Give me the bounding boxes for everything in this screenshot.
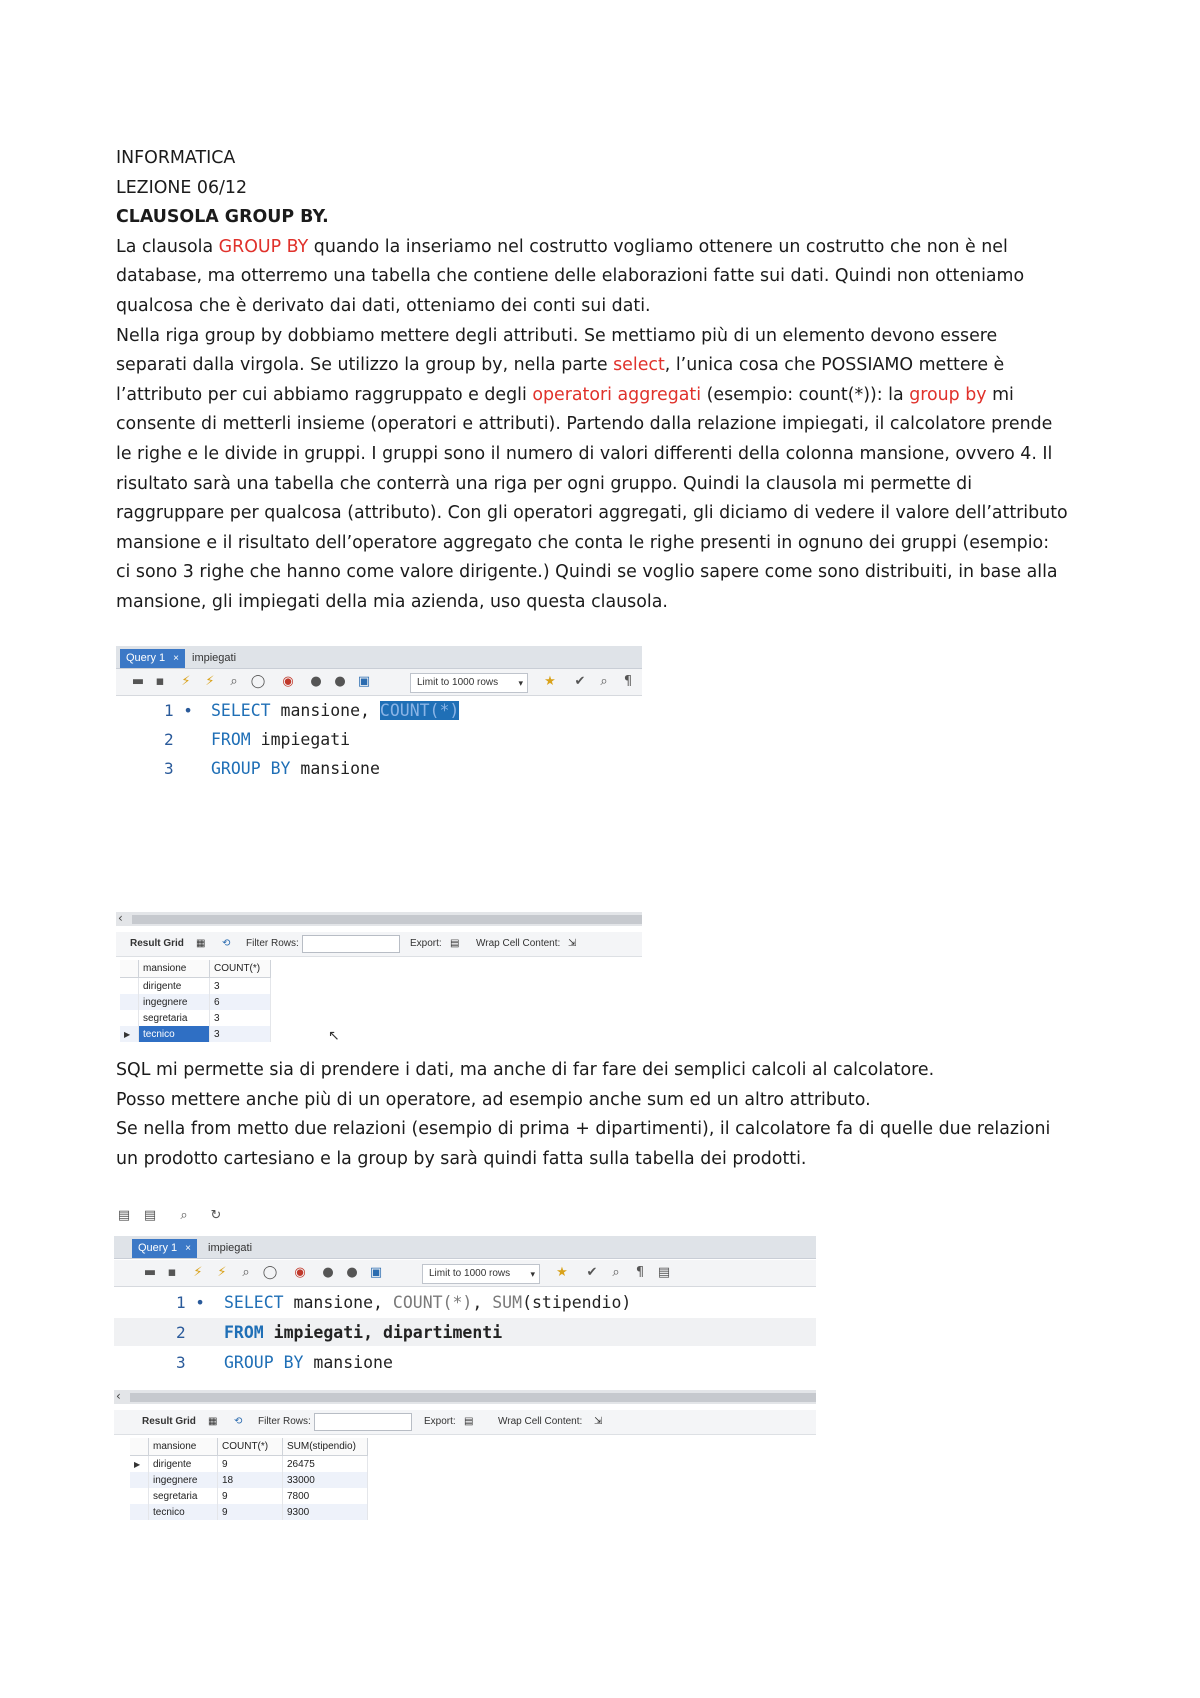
refresh-icon[interactable]: ⟲ xyxy=(222,938,231,949)
row-marker-header xyxy=(120,960,139,978)
column-header[interactable]: COUNT(*) xyxy=(210,960,271,978)
folder-icon[interactable]: ▬ xyxy=(143,1265,157,1280)
wrap-cell-icon[interactable]: ⇲ xyxy=(568,938,577,949)
text-run: La clausola xyxy=(116,236,219,257)
filter-rows-label: Filter Rows: xyxy=(258,1416,311,1427)
explain-icon[interactable]: ⌕ xyxy=(242,1265,250,1280)
table-cell[interactable]: 26475 xyxy=(283,1456,368,1473)
code-token: mansione xyxy=(303,1353,393,1372)
refresh-icon[interactable]: ⟲ xyxy=(234,1416,243,1427)
row-marker xyxy=(120,978,139,995)
table-row[interactable] xyxy=(130,1504,368,1520)
table-row[interactable] xyxy=(120,994,271,1010)
paragraph-line: risultato sarà una tabella che conterrà una riga per ogni gruppo. Quindi la clausola mi permette di xyxy=(116,473,973,494)
find-icon[interactable]: ⌕ xyxy=(600,674,608,689)
code-line-2 xyxy=(211,730,350,749)
code-function: COUNT(*) xyxy=(392,1293,473,1312)
limit-rows-select[interactable] xyxy=(422,1264,540,1284)
paragraph-line: le righe e le divide in gruppi. I gruppi sono il numero di valori differenti della colonna mansione, ovvero 4. Il xyxy=(116,443,1053,464)
toggle-icon[interactable]: ◉ xyxy=(294,1265,306,1280)
result-grid-toolbar xyxy=(116,932,642,957)
result-grid-label[interactable]: Result Grid xyxy=(130,938,184,949)
bookmark-icon[interactable]: ✔ xyxy=(586,1265,598,1280)
table-cell[interactable]: 3 xyxy=(210,978,271,995)
scrollbar-thumb[interactable] xyxy=(132,915,642,924)
highlight-text: operatori aggregati xyxy=(532,384,702,405)
table-cell[interactable]: tecnico xyxy=(149,1504,218,1520)
filter-rows-label: Filter Rows: xyxy=(246,938,299,949)
table-row[interactable] xyxy=(120,1010,271,1026)
line-number: 3 xyxy=(176,1353,186,1372)
sql-keyword: FROM xyxy=(211,730,251,749)
export-icon[interactable]: ▤ xyxy=(450,938,460,949)
code-token: mansione, xyxy=(283,1293,393,1312)
code-token: mansione, xyxy=(270,701,380,720)
current-row-icon: ▶ xyxy=(120,1026,139,1042)
close-icon[interactable]: × xyxy=(185,1243,191,1254)
table-row[interactable] xyxy=(120,978,271,995)
rollback-icon[interactable]: ● xyxy=(334,674,346,689)
paragraph-line: ci sono 3 righe che hanno come valore dirigente.) Quindi se voglio sapere come sono distribuiti, in base alla xyxy=(116,562,1058,583)
paragraph-line: Posso mettere anche più di un operatore, ad esempio anche sum ed un altro attributo. xyxy=(116,1089,871,1110)
code-token: impiegati xyxy=(250,730,351,749)
tab-impiegati[interactable]: impiegati xyxy=(208,1242,253,1254)
row-marker xyxy=(130,1472,149,1488)
row-marker-header xyxy=(130,1438,149,1456)
save-icon[interactable]: ▪ xyxy=(155,674,165,689)
table-cell[interactable]: 9300 xyxy=(283,1504,368,1520)
result-grid-toolbar xyxy=(114,1410,816,1435)
chevron-left-icon[interactable]: ‹ xyxy=(116,1389,121,1403)
result-grid-2[interactable] xyxy=(130,1438,368,1520)
selected-function: COUNT(*) xyxy=(379,701,460,720)
limit-label: Limit to 1000 rows xyxy=(417,677,499,688)
paragraph-line: database, ma otterremo una tabella che contiene delle elaborazioni fatte sui dati. Quindi non otteniamo xyxy=(116,266,1025,287)
code-line-1 xyxy=(211,701,459,720)
close-icon[interactable]: × xyxy=(173,653,179,664)
code-token: (stipendio) xyxy=(522,1293,632,1312)
chevron-down-icon: ▾ xyxy=(530,1269,535,1279)
code-function: SUM xyxy=(492,1293,523,1312)
execute-current-icon[interactable]: ⚡ xyxy=(217,1265,227,1280)
table-cell[interactable]: segretaria xyxy=(149,1488,218,1504)
wrap-cell-icon[interactable]: ⇲ xyxy=(594,1416,603,1427)
tab-label: Query 1 xyxy=(138,1242,178,1254)
beautify-icon[interactable]: ★ xyxy=(556,1265,568,1280)
table-cell[interactable]: ingegnere xyxy=(139,994,210,1010)
wrap-icon[interactable]: ¶ xyxy=(623,674,633,689)
sql-keyword: GROUP xyxy=(224,1353,274,1372)
text-run: separati dalla virgola. Se utilizzo la group by, nella parte xyxy=(116,355,614,376)
commit-icon[interactable]: ● xyxy=(310,674,322,689)
chevron-left-icon[interactable]: ‹ xyxy=(118,911,123,925)
row-marker xyxy=(130,1504,149,1520)
result-grid-1[interactable] xyxy=(120,960,271,1042)
table-row[interactable] xyxy=(130,1488,368,1504)
paragraph-line: consente di metterli insieme (operatori e attributi). Partendo dalla relazione impiegati, il calcolatore prende xyxy=(116,414,1053,435)
sql-keyword: SELECT xyxy=(224,1293,284,1312)
wrap-cell-label: Wrap Cell Content: xyxy=(498,1416,583,1427)
table-row-selected[interactable] xyxy=(120,1026,271,1042)
rollback-icon[interactable]: ● xyxy=(346,1265,358,1280)
table-cell[interactable]: ingegnere xyxy=(149,1472,218,1488)
execute-icon[interactable]: ⚡ xyxy=(181,674,191,689)
table-cell[interactable]: tecnico xyxy=(139,1026,210,1042)
section-title: CLAUSOLA GROUP BY. xyxy=(116,207,329,228)
text-run: quando la inseriamo nel costrutto vogliamo ottenere un costrutto che non è nel xyxy=(308,236,1008,257)
limit-label: Limit to 1000 rows xyxy=(429,1268,511,1279)
editor-toolbar xyxy=(116,669,642,696)
code-line-3 xyxy=(211,759,380,778)
table-row[interactable] xyxy=(130,1456,368,1473)
column-header[interactable]: mansione xyxy=(149,1438,218,1456)
line-number: 2 xyxy=(164,730,174,749)
highlight-text: group by xyxy=(909,384,987,405)
format-icon[interactable]: ▤ xyxy=(657,1265,671,1280)
stop-icon[interactable]: ◯ xyxy=(262,1265,278,1280)
paragraph-line xyxy=(116,381,1101,411)
paragraph-calculations xyxy=(116,1056,1101,1174)
execute-icon[interactable]: ⚡ xyxy=(193,1265,203,1280)
text-run: mi xyxy=(986,384,1014,405)
subject-heading: INFORMATICA xyxy=(116,148,236,168)
row-marker xyxy=(130,1488,149,1504)
table-cell[interactable]: segretaria xyxy=(139,1010,210,1026)
line-number: 2 xyxy=(176,1323,186,1342)
reconnect-icon[interactable]: ↻ xyxy=(210,1208,222,1223)
table-row[interactable] xyxy=(130,1472,368,1488)
tab-query-1[interactable] xyxy=(120,649,185,668)
beautify-icon[interactable]: ★ xyxy=(544,674,556,689)
table-cell[interactable]: 18 xyxy=(218,1472,283,1488)
query-tab-bar xyxy=(116,646,642,669)
result-grid-label[interactable]: Result Grid xyxy=(142,1416,196,1427)
filter-rows-input[interactable] xyxy=(314,1413,412,1431)
paragraph-line: raggruppare per qualcosa (attributo). Con gli operatori aggregati, gli diciamo di vedere il valore dell’attributo xyxy=(116,503,1068,524)
export-label: Export: xyxy=(424,1416,456,1427)
code-line-2 xyxy=(224,1323,502,1342)
table-cell[interactable]: 3 xyxy=(210,1026,271,1042)
find-icon[interactable]: ⌕ xyxy=(612,1265,620,1280)
wrap-cell-label: Wrap Cell Content: xyxy=(476,938,561,949)
code-token: , xyxy=(472,1293,493,1312)
text-run: l’attributo per cui abbiamo raggruppato e degli xyxy=(116,384,533,405)
paragraph-intro xyxy=(116,233,1101,322)
line-number: 1 • xyxy=(164,701,193,720)
column-header[interactable]: COUNT(*) xyxy=(218,1438,283,1456)
paragraph-line xyxy=(116,351,1101,381)
paragraph-line: mansione e il risultato dell’operatore aggregato che conta le righe presenti in ognuno dei gruppi (esempio: xyxy=(116,532,1050,553)
inspect-icon[interactable]: ⌕ xyxy=(180,1208,188,1223)
chevron-down-icon: ▾ xyxy=(518,678,523,688)
paragraph-line: un prodotto cartesiano e la group by sarà quindi fatta sulla tabella dei prodotti. xyxy=(116,1148,807,1169)
bookmark-icon[interactable]: ✔ xyxy=(574,674,586,689)
column-header[interactable]: mansione xyxy=(139,960,210,978)
paragraph-line: Se nella from metto due relazioni (esempio di prima + dipartimenti), il calcolatore fa di quelle due relazioni xyxy=(116,1119,1051,1140)
line-number: 1 • xyxy=(176,1293,205,1312)
row-marker xyxy=(120,1010,139,1026)
sql-keyword: BY xyxy=(273,1353,304,1372)
column-header[interactable]: SUM(stipendio) xyxy=(283,1438,368,1456)
export-icon[interactable]: ▤ xyxy=(464,1416,474,1427)
autocommit-icon[interactable]: ▣ xyxy=(357,674,371,689)
highlight-text: GROUP BY xyxy=(218,236,309,257)
code-line-1 xyxy=(224,1293,631,1312)
sql-screenshot-1 xyxy=(116,646,642,1044)
limit-rows-select[interactable] xyxy=(410,673,528,693)
cursor-icon: ↖ xyxy=(328,1028,340,1044)
editor-toolbar xyxy=(114,1260,816,1287)
explain-icon[interactable]: ⌕ xyxy=(230,674,238,689)
row-marker xyxy=(120,994,139,1010)
scrollbar-thumb[interactable] xyxy=(130,1393,816,1402)
document-body xyxy=(116,144,1101,618)
sql-keyword: BY xyxy=(260,759,291,778)
sql-editor[interactable] xyxy=(114,1288,816,1384)
commit-icon[interactable]: ● xyxy=(322,1265,334,1280)
paragraph-line: Nella riga group by dobbiamo mettere degli attributi. Se mettiamo più di un elemento devono essere xyxy=(116,325,998,346)
toggle-icon[interactable]: ◉ xyxy=(282,674,294,689)
code-token: mansione xyxy=(290,759,380,778)
current-row-icon: ▶ xyxy=(130,1456,149,1473)
execute-current-icon[interactable]: ⚡ xyxy=(205,674,215,689)
paragraph-line: mansione, gli impiegati della mia azienda, uso questa clausola. xyxy=(116,591,668,612)
paragraph-line: qualcosa che è derivato dai dati, otteniamo dei conti sui dati. xyxy=(116,295,651,316)
folder-icon[interactable]: ▬ xyxy=(131,674,145,689)
stop-icon[interactable]: ◯ xyxy=(250,674,266,689)
paragraph-line: SQL mi permette sia di prendere i dati, ma anche di far fare dei semplici calcoli al calcolatore. xyxy=(116,1060,935,1080)
paragraph-line xyxy=(116,233,1101,263)
table-cell[interactable]: 9 xyxy=(218,1504,283,1520)
table-cell[interactable]: 9 xyxy=(218,1488,283,1504)
code-token: impiegati, dipartimenti xyxy=(263,1323,503,1342)
horizontal-scrollbar[interactable] xyxy=(116,912,642,926)
sql-keyword: GROUP xyxy=(211,759,261,778)
text-run: , l’unica cosa che POSSIAMO mettere è xyxy=(664,355,1005,376)
autocommit-icon[interactable]: ▣ xyxy=(369,1265,383,1280)
lesson-heading: LEZIONE 06/12 xyxy=(116,177,248,198)
sql-keyword: SELECT xyxy=(211,701,271,720)
window-icons-bar xyxy=(114,1200,816,1234)
grid-icon[interactable]: ▦ xyxy=(208,1416,218,1427)
sql-keyword: FROM xyxy=(224,1323,264,1342)
text-run: (esempio: count(*)): la xyxy=(701,384,910,405)
highlight-text: select xyxy=(613,355,665,376)
table-cell[interactable]: 3 xyxy=(210,1010,271,1026)
code-line-3 xyxy=(224,1353,393,1372)
filter-rows-input[interactable] xyxy=(302,935,400,953)
export-label: Export: xyxy=(410,938,442,949)
query-tab-bar xyxy=(114,1236,816,1259)
horizontal-scrollbar[interactable] xyxy=(114,1390,816,1404)
table-cell[interactable]: 9 xyxy=(218,1456,283,1473)
tab-query-1[interactable] xyxy=(132,1239,197,1258)
tab-impiegati[interactable]: impiegati xyxy=(192,652,237,664)
table-cell[interactable]: dirigente xyxy=(149,1456,218,1473)
table-cell[interactable]: dirigente xyxy=(139,978,210,995)
save-icon[interactable]: ▪ xyxy=(167,1265,177,1280)
table-cell[interactable]: 7800 xyxy=(283,1488,368,1504)
wrap-icon[interactable]: ¶ xyxy=(635,1265,645,1280)
new-query-icon[interactable]: ▤ xyxy=(117,1208,131,1223)
tab-label: Query 1 xyxy=(126,652,166,664)
table-cell[interactable]: 6 xyxy=(210,994,271,1010)
paragraph-explanation xyxy=(116,322,1101,618)
open-query-icon[interactable]: ▤ xyxy=(143,1208,157,1223)
line-number: 3 xyxy=(164,759,174,778)
table-cell[interactable]: 33000 xyxy=(283,1472,368,1488)
sql-screenshot-2 xyxy=(114,1200,816,1576)
grid-icon[interactable]: ▦ xyxy=(196,938,206,949)
